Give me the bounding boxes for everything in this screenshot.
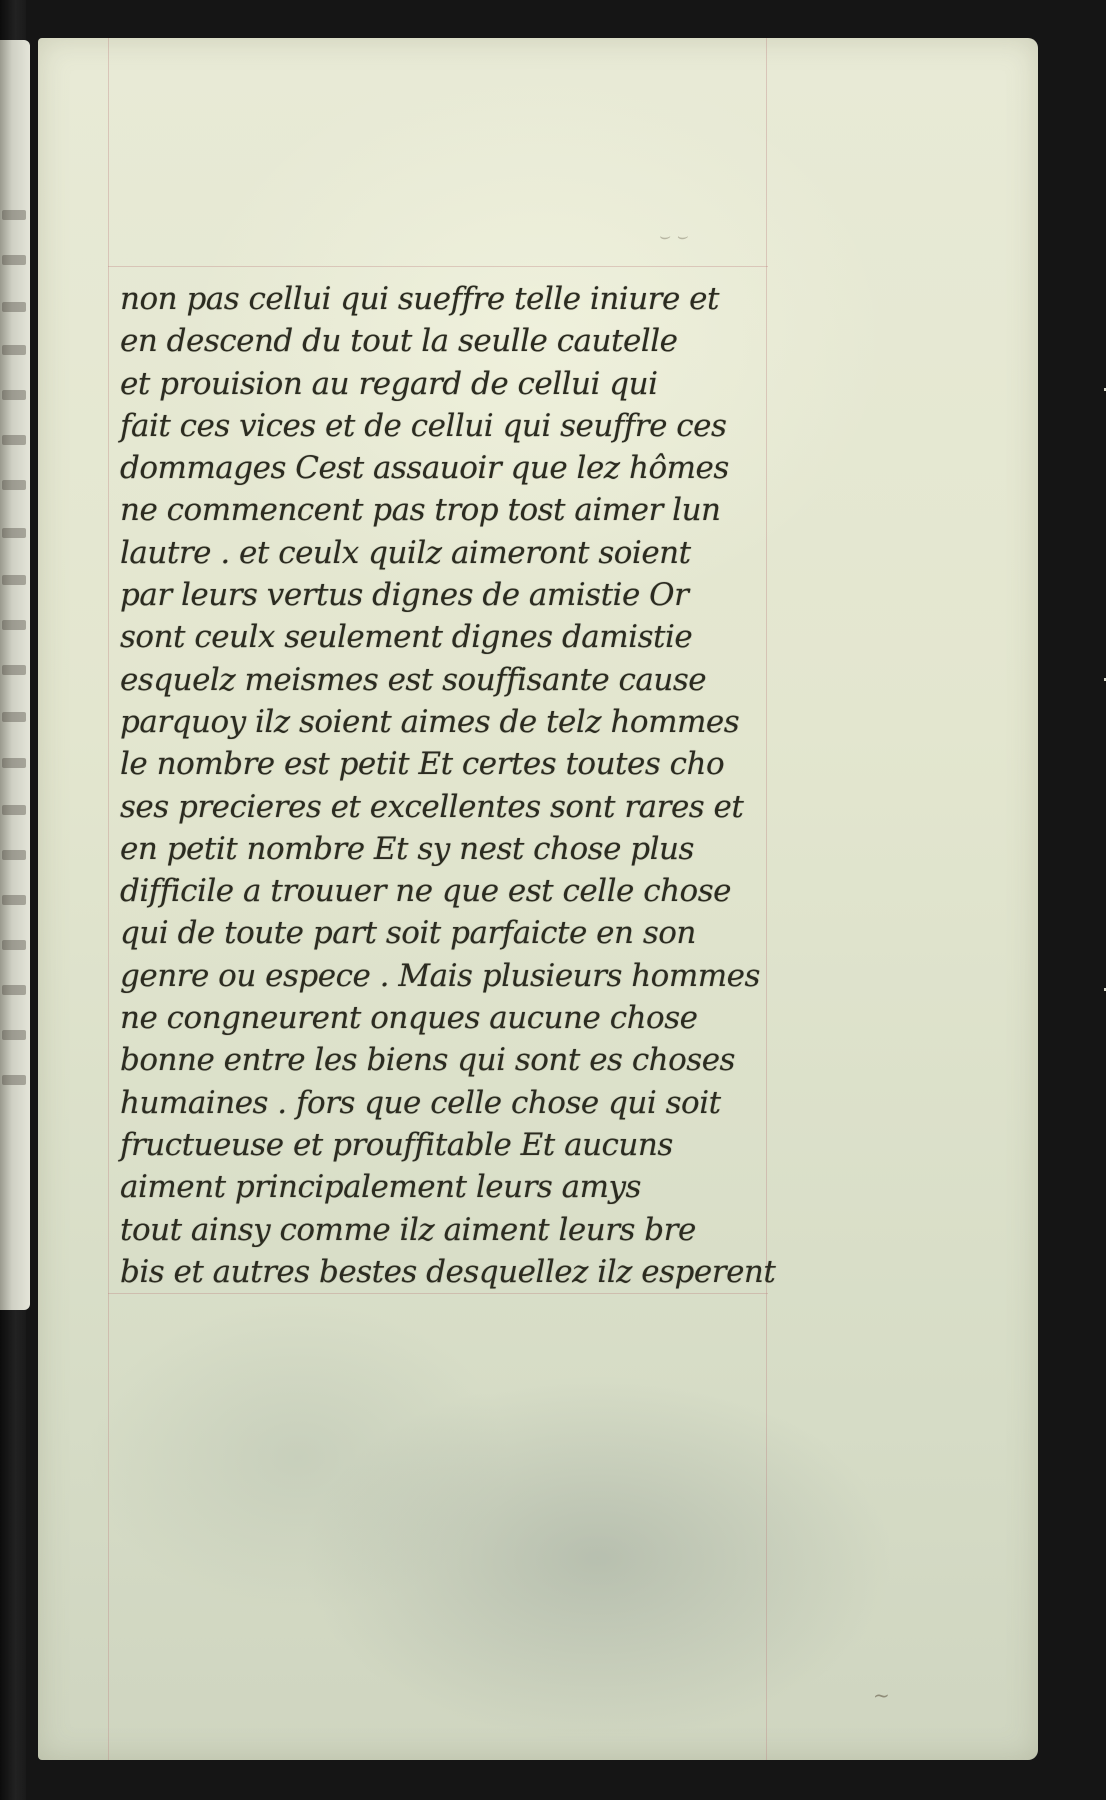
facing-text-fragment: [2, 665, 26, 675]
facing-text-fragment: [2, 345, 26, 355]
text-line: non pas cellui qui sueffre telle iniure et: [120, 281, 719, 317]
text-line: fait ces vices et de cellui qui seuffre ces: [120, 407, 727, 444]
facing-text-fragment: [2, 850, 26, 860]
parchment-leaf: [38, 38, 1038, 1760]
text-line: lautre . et ceulx quilz aimeront soient: [120, 534, 691, 571]
text-line: bis et autres bestes desquellez ilz esperent: [120, 1253, 776, 1290]
text-line: sont ceulx seulement dignes damistie: [120, 619, 693, 656]
text-line: genre ou espece . Mais plusieurs hommes: [120, 957, 760, 994]
faint-marginal-mark: ⌣ ⌣: [658, 226, 688, 247]
text-line: tout ainsy comme ilz aiment leurs bre: [120, 1211, 696, 1248]
text-line: parquoy ilz soient aimes de telz hommes: [120, 703, 740, 740]
text-line: ses precieres et excellentes sont rares et: [120, 788, 744, 825]
facing-text-fragment: [2, 620, 26, 630]
facing-text-fragment: [2, 575, 26, 585]
facing-text-fragment: [2, 805, 26, 815]
folio-mark: ~: [873, 1683, 890, 1707]
text-line: et prouision au regard de cellui qui: [120, 365, 658, 402]
text-line: aiment principalement leurs amys: [120, 1169, 641, 1206]
text-line: bonne entre les biens qui sont es choses: [120, 1042, 735, 1079]
manuscript-text-block: [120, 278, 820, 1293]
ruling-line-top: [108, 266, 768, 267]
text-line: difficile a trouuer ne que est celle chose: [120, 873, 731, 910]
facing-text-fragment: [2, 712, 26, 722]
ruling-line-bottom: [108, 1293, 768, 1294]
text-line: ne commencent pas trop tost aimer lun: [120, 492, 721, 529]
facing-text-fragment: [2, 1030, 26, 1040]
facing-text-fragment: [2, 210, 26, 220]
facing-text-fragment: [2, 480, 26, 490]
facing-text-fragment: [2, 940, 26, 950]
facing-text-fragment: [2, 1075, 26, 1085]
text-line: en petit nombre Et sy nest chose plus: [120, 830, 694, 867]
ruling-line-left: [108, 38, 109, 1760]
text-line: en descend du tout la seulle cautelle: [120, 323, 678, 360]
facing-text-fragment: [2, 435, 26, 445]
text-line: par leurs vertus dignes de amistie Or: [120, 577, 689, 614]
facing-text-fragment: [2, 985, 26, 995]
text-line: fructueuse et prouffitable Et aucuns: [120, 1126, 673, 1163]
facing-text-fragment: [2, 302, 26, 312]
facing-text-fragment: [2, 528, 26, 538]
facing-text-fragment: [2, 255, 26, 265]
facing-text-fragment: [2, 758, 26, 768]
text-line: qui de toute part soit parfaicte en son: [120, 915, 696, 952]
manuscript-page: [26, 38, 1106, 1760]
text-line: le nombre est petit Et certes toutes cho: [120, 746, 725, 783]
text-line: humaines . fors que celle chose qui soit: [120, 1084, 721, 1121]
text-line: dommages Cest assauoir que lez hômes: [120, 450, 729, 487]
facing-text-fragment: [2, 895, 26, 905]
text-line: esquelz meismes est souffisante cause: [120, 661, 707, 698]
facing-text-fragment: [2, 390, 26, 400]
text-line: ne congneurent onques aucune chose: [120, 1000, 698, 1037]
